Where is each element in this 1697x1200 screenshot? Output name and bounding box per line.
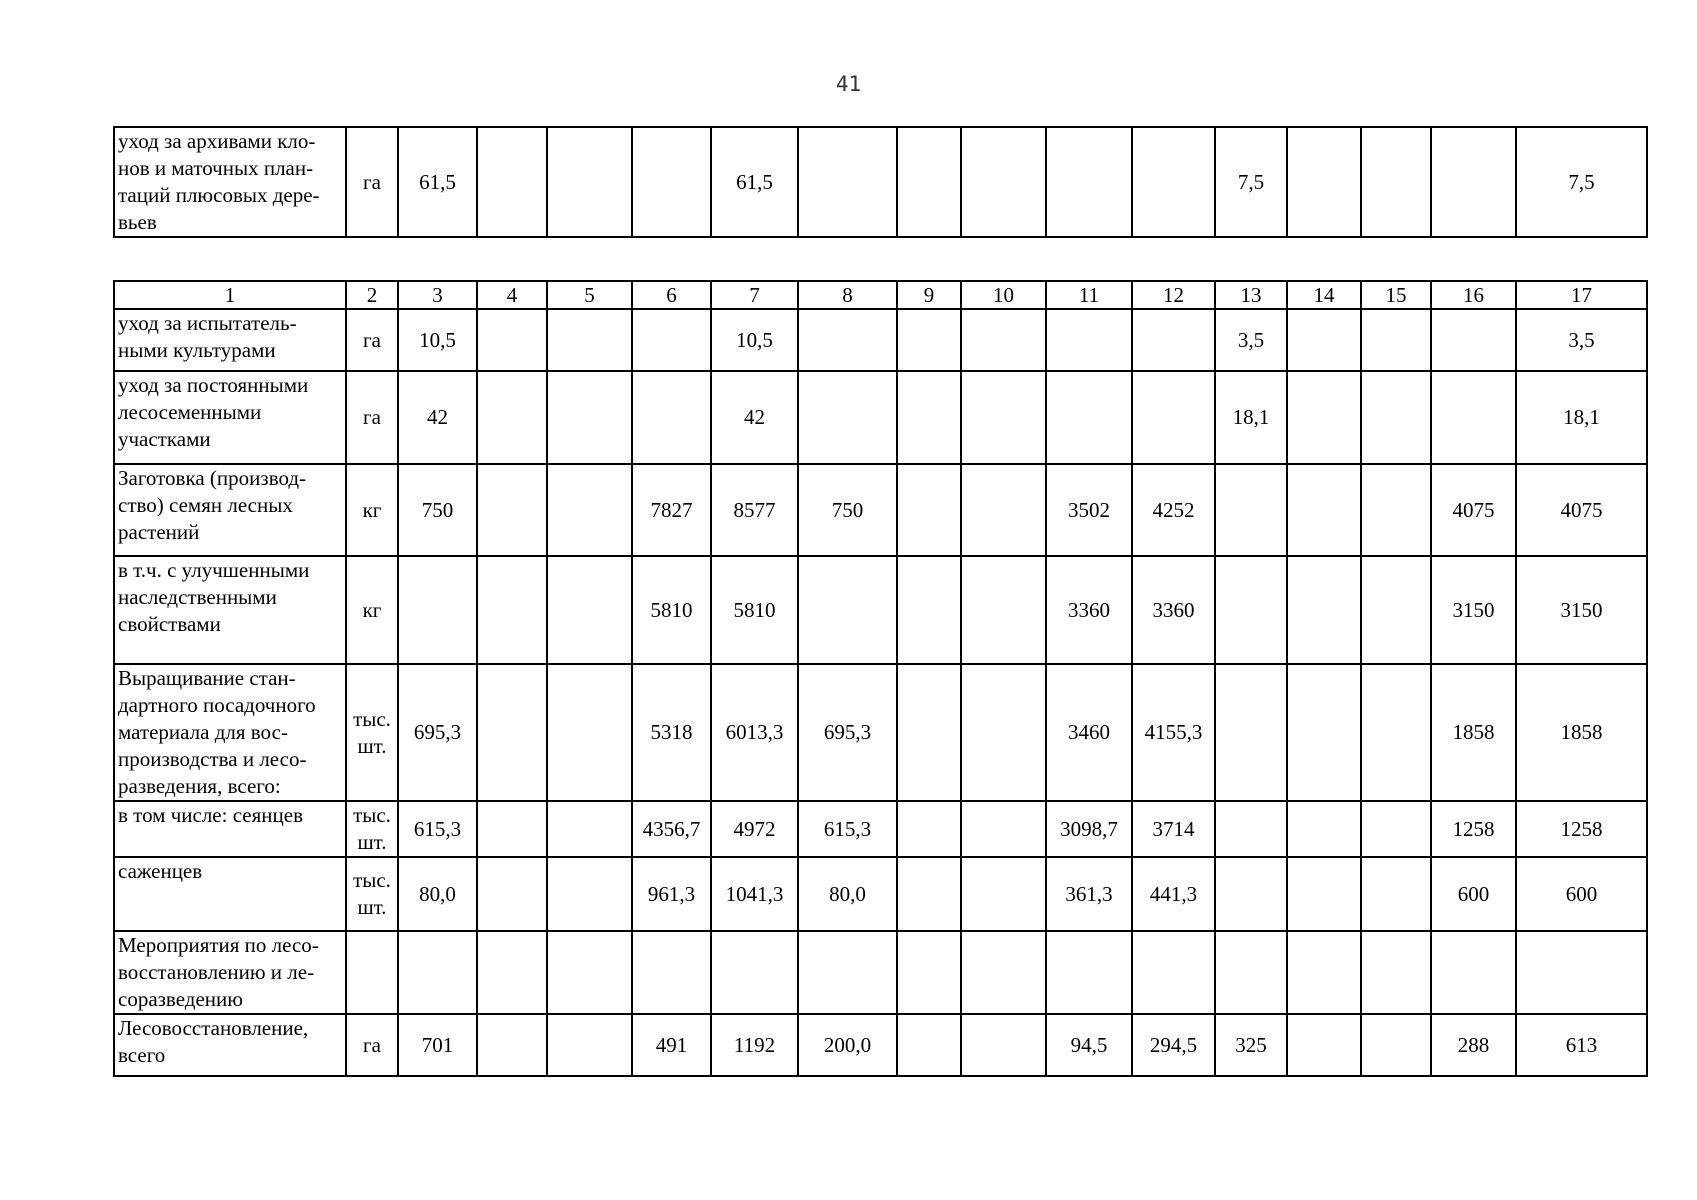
value-cell — [711, 931, 798, 1014]
value-cell — [1361, 931, 1431, 1014]
unit-cell: га — [346, 371, 398, 464]
value-cell: 42 — [398, 371, 477, 464]
row-name: Выращивание стан-дартного посадочного материала для вос-производства и лесо-разведения, всего: — [114, 664, 346, 801]
row-name: саженцев — [114, 857, 346, 931]
header-row — [114, 281, 1647, 309]
value-cell — [1287, 801, 1361, 857]
value-cell: 4075 — [1516, 464, 1647, 556]
value-cell — [547, 127, 632, 237]
value-cell: 80,0 — [798, 857, 897, 931]
value-cell — [897, 931, 961, 1014]
value-cell — [477, 464, 547, 556]
column-number: 12 — [1132, 281, 1215, 309]
unit-cell: тыс. шт. — [346, 857, 398, 931]
value-cell: 61,5 — [398, 127, 477, 237]
value-cell — [1361, 127, 1431, 237]
unit-cell: кг — [346, 464, 398, 556]
value-cell — [961, 127, 1046, 237]
value-cell: 288 — [1431, 1014, 1516, 1076]
value-cell — [477, 857, 547, 931]
value-cell — [477, 556, 547, 664]
value-cell — [1361, 556, 1431, 664]
unit-cell — [346, 931, 398, 1014]
value-cell — [1215, 556, 1287, 664]
value-cell: 94,5 — [1046, 1014, 1132, 1076]
value-cell: 3502 — [1046, 464, 1132, 556]
value-cell — [477, 931, 547, 1014]
value-cell — [547, 464, 632, 556]
value-cell: 613 — [1516, 1014, 1647, 1076]
value-cell: 10,5 — [398, 309, 477, 371]
value-cell — [897, 309, 961, 371]
table-row — [114, 801, 1647, 857]
column-number: 16 — [1431, 281, 1516, 309]
value-cell — [1215, 857, 1287, 931]
value-cell — [1132, 931, 1215, 1014]
unit-cell: га — [346, 127, 398, 237]
column-number: 4 — [477, 281, 547, 309]
value-cell: 7,5 — [1516, 127, 1647, 237]
value-cell: 1192 — [711, 1014, 798, 1076]
value-cell — [1516, 931, 1647, 1014]
value-cell — [897, 464, 961, 556]
table-row — [114, 931, 1647, 1014]
column-number: 1 — [114, 281, 346, 309]
value-cell: 600 — [1516, 857, 1647, 931]
value-cell — [1361, 801, 1431, 857]
value-cell — [632, 931, 711, 1014]
table-row — [114, 464, 1647, 556]
unit-cell: га — [346, 309, 398, 371]
row-name: в том числе: сеянцев — [114, 801, 346, 857]
value-cell: 701 — [398, 1014, 477, 1076]
row-name: Заготовка (производ-ство) семян лесных растений — [114, 464, 346, 556]
column-number: 11 — [1046, 281, 1132, 309]
value-cell — [477, 309, 547, 371]
value-cell: 1258 — [1516, 801, 1647, 857]
value-cell: 441,3 — [1132, 857, 1215, 931]
value-cell: 695,3 — [798, 664, 897, 801]
value-cell — [897, 664, 961, 801]
value-cell — [547, 1014, 632, 1076]
value-cell — [1287, 464, 1361, 556]
value-cell: 361,3 — [1046, 857, 1132, 931]
value-cell — [798, 371, 897, 464]
value-cell — [632, 371, 711, 464]
row-name: в т.ч. с улучшенными наследственными свойствами — [114, 556, 346, 664]
value-cell — [1361, 664, 1431, 801]
value-cell — [961, 931, 1046, 1014]
value-cell: 3150 — [1516, 556, 1647, 664]
value-cell — [398, 931, 477, 1014]
unit-cell: тыс. шт. — [346, 801, 398, 857]
value-cell: 4252 — [1132, 464, 1215, 556]
value-cell — [547, 931, 632, 1014]
row-name: уход за архивами кло-нов и маточных план-таций плюсовых дере-вьев — [114, 127, 346, 237]
value-cell: 7827 — [632, 464, 711, 556]
value-cell: 1041,3 — [711, 857, 798, 931]
column-number: 13 — [1215, 281, 1287, 309]
row-name: уход за испытатель-ными культурами — [114, 309, 346, 371]
main-table — [113, 280, 1648, 1077]
value-cell: 5810 — [711, 556, 798, 664]
value-cell — [547, 664, 632, 801]
column-number: 10 — [961, 281, 1046, 309]
column-number: 9 — [897, 281, 961, 309]
value-cell — [1215, 801, 1287, 857]
value-cell — [1046, 371, 1132, 464]
value-cell — [632, 127, 711, 237]
value-cell: 3,5 — [1516, 309, 1647, 371]
column-number: 3 — [398, 281, 477, 309]
value-cell: 750 — [398, 464, 477, 556]
value-cell — [1215, 664, 1287, 801]
value-cell — [1215, 931, 1287, 1014]
value-cell — [547, 857, 632, 931]
value-cell: 3150 — [1431, 556, 1516, 664]
value-cell: 294,5 — [1132, 1014, 1215, 1076]
page-number: 41 — [835, 72, 862, 96]
value-cell: 80,0 — [398, 857, 477, 931]
column-number: 14 — [1287, 281, 1361, 309]
value-cell — [547, 801, 632, 857]
value-cell: 3460 — [1046, 664, 1132, 801]
value-cell — [961, 664, 1046, 801]
value-cell — [1287, 664, 1361, 801]
column-number: 15 — [1361, 281, 1431, 309]
unit-cell: га — [346, 1014, 398, 1076]
value-cell: 7,5 — [1215, 127, 1287, 237]
value-cell — [1287, 857, 1361, 931]
unit-cell: тыс. шт. — [346, 664, 398, 801]
value-cell — [1132, 309, 1215, 371]
value-cell: 3714 — [1132, 801, 1215, 857]
value-cell: 1258 — [1431, 801, 1516, 857]
value-cell — [632, 309, 711, 371]
value-cell — [961, 464, 1046, 556]
value-cell: 615,3 — [398, 801, 477, 857]
value-cell: 5810 — [632, 556, 711, 664]
value-cell: 750 — [798, 464, 897, 556]
value-cell: 61,5 — [711, 127, 798, 237]
value-cell — [1132, 371, 1215, 464]
value-cell — [1431, 371, 1516, 464]
continuation-table — [113, 126, 1648, 238]
value-cell — [547, 309, 632, 371]
value-cell — [961, 556, 1046, 664]
value-cell: 10,5 — [711, 309, 798, 371]
row-name: Мероприятия по лесо-восстановлению и ле-соразведению — [114, 931, 346, 1014]
value-cell: 8577 — [711, 464, 798, 556]
value-cell — [897, 1014, 961, 1076]
value-cell: 491 — [632, 1014, 711, 1076]
value-cell — [1361, 309, 1431, 371]
value-cell — [398, 556, 477, 664]
value-cell — [961, 801, 1046, 857]
value-cell: 200,0 — [798, 1014, 897, 1076]
value-cell — [1361, 464, 1431, 556]
value-cell: 695,3 — [398, 664, 477, 801]
value-cell: 4972 — [711, 801, 798, 857]
column-number: 17 — [1516, 281, 1647, 309]
unit-cell: кг — [346, 556, 398, 664]
column-number: 8 — [798, 281, 897, 309]
value-cell: 42 — [711, 371, 798, 464]
value-cell — [477, 1014, 547, 1076]
table-row — [114, 371, 1647, 464]
value-cell — [1287, 931, 1361, 1014]
value-cell: 3,5 — [1215, 309, 1287, 371]
value-cell — [897, 857, 961, 931]
value-cell — [1287, 309, 1361, 371]
value-cell: 3098,7 — [1046, 801, 1132, 857]
table-row — [114, 857, 1647, 931]
value-cell: 3360 — [1046, 556, 1132, 664]
column-number: 7 — [711, 281, 798, 309]
value-cell — [477, 801, 547, 857]
table-row — [114, 127, 1647, 237]
value-cell — [1431, 127, 1516, 237]
value-cell: 18,1 — [1516, 371, 1647, 464]
value-cell — [897, 801, 961, 857]
value-cell — [1287, 1014, 1361, 1076]
value-cell — [961, 1014, 1046, 1076]
value-cell — [1431, 309, 1516, 371]
value-cell: 961,3 — [632, 857, 711, 931]
value-cell — [1361, 1014, 1431, 1076]
value-cell — [1287, 127, 1361, 237]
value-cell: 4155,3 — [1132, 664, 1215, 801]
value-cell — [477, 127, 547, 237]
value-cell — [798, 931, 897, 1014]
value-cell — [1046, 127, 1132, 237]
value-cell — [1361, 371, 1431, 464]
value-cell: 4075 — [1431, 464, 1516, 556]
value-cell — [1046, 931, 1132, 1014]
value-cell — [897, 556, 961, 664]
value-cell — [1431, 931, 1516, 1014]
value-cell: 4356,7 — [632, 801, 711, 857]
value-cell: 1858 — [1516, 664, 1647, 801]
value-cell — [961, 309, 1046, 371]
value-cell — [1361, 857, 1431, 931]
table-row — [114, 1014, 1647, 1076]
table-row — [114, 664, 1647, 801]
value-cell — [897, 127, 961, 237]
value-cell — [1046, 309, 1132, 371]
value-cell — [547, 371, 632, 464]
value-cell: 5318 — [632, 664, 711, 801]
row-name: уход за постоянными лесосеменными участками — [114, 371, 346, 464]
value-cell — [477, 664, 547, 801]
value-cell — [477, 371, 547, 464]
value-cell — [1287, 556, 1361, 664]
table-row — [114, 556, 1647, 664]
value-cell — [798, 556, 897, 664]
value-cell — [798, 127, 897, 237]
value-cell — [798, 309, 897, 371]
value-cell — [961, 371, 1046, 464]
table-row — [114, 309, 1647, 371]
value-cell: 18,1 — [1215, 371, 1287, 464]
column-number: 6 — [632, 281, 711, 309]
value-cell — [961, 857, 1046, 931]
value-cell: 1858 — [1431, 664, 1516, 801]
value-cell — [897, 371, 961, 464]
value-cell: 615,3 — [798, 801, 897, 857]
row-name: Лесовосстановление, всего — [114, 1014, 346, 1076]
value-cell — [547, 556, 632, 664]
value-cell — [1215, 464, 1287, 556]
column-number: 5 — [547, 281, 632, 309]
column-number: 2 — [346, 281, 398, 309]
value-cell — [1287, 371, 1361, 464]
value-cell — [1132, 127, 1215, 237]
value-cell: 325 — [1215, 1014, 1287, 1076]
value-cell: 3360 — [1132, 556, 1215, 664]
value-cell: 6013,3 — [711, 664, 798, 801]
value-cell: 600 — [1431, 857, 1516, 931]
